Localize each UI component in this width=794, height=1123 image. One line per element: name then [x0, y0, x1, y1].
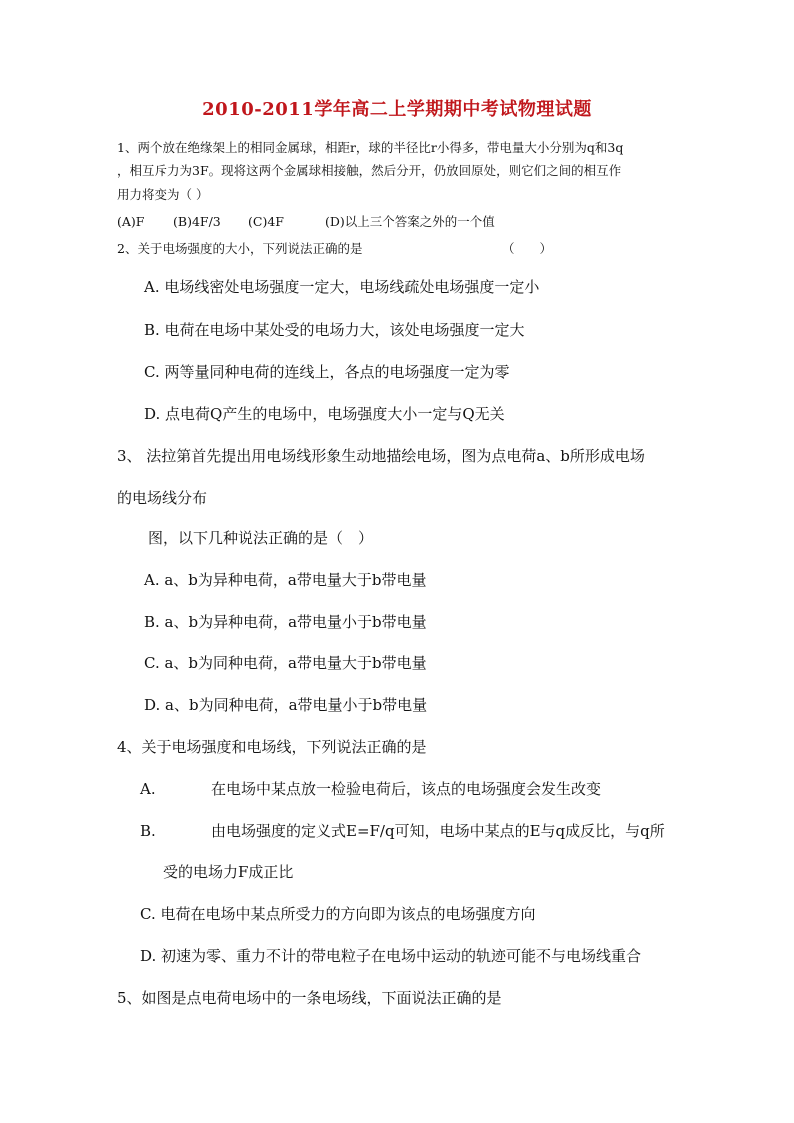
q4-option-c: C. 电荷在电场中某点所受力的方向即为该点的电场强度方向	[140, 905, 536, 923]
q4-option-d: D. 初速为零、重力不计的带电粒子在电场中运动的轨迹可能不与电场线重合	[140, 947, 642, 965]
q1-options	[117, 214, 495, 230]
q3-line-3: 图，以下几种说法正确的是（ ）	[148, 529, 374, 547]
q3-line-2: 的电场线分布	[117, 489, 208, 507]
exam-title: 2010-2011学年高二上学期期中考试物理试题	[202, 99, 592, 120]
q3-option-c: C. a、b为同种电荷，a带电量大于b带电量	[144, 654, 427, 672]
q3-option-d: D. a、b为同种电荷，a带电量小于b带电量	[144, 696, 428, 714]
q2-option-b: B. 电荷在电场中某处受的电场力大，该处电场强度一定大	[144, 321, 525, 339]
q1-option-c: (C)4F	[248, 214, 284, 229]
q4-stem: 4、关于电场强度和电场线，下列说法正确的是	[117, 738, 427, 756]
q1-line-1: 1、两个放在绝缘架上的相同金属球，相距r，球的半径比r小得多，带电量大小分别为q和3q	[117, 140, 624, 155]
q2-option-a: A. 电场线密处电场强度一定大，电场线疏处电场强度一定小	[144, 278, 540, 296]
q2-option-c: C. 两等量同种电荷的连线上，各点的电场强度一定为零	[144, 363, 510, 381]
q3-line-1: 3、 法拉第首先提出用电场线形象生动地描绘电场，图为点电荷a、b所形成电场	[117, 447, 645, 465]
q4-option-b-label: B.	[140, 822, 156, 840]
q1-option-d: (D)以上三个答案之外的一个值	[325, 214, 495, 229]
q1-line-3: 用力将变为（ ）	[117, 187, 209, 202]
q4-option-a-text: 在电场中某点放一检验电荷后，该点的电场强度会发生改变	[211, 780, 602, 798]
q4-option-a-label: A.	[140, 780, 156, 798]
q2-stem: 2、关于电场强度的大小，下列说法正确的是	[117, 241, 363, 256]
q4-option-b-continued: 受的电场力F成正比	[163, 863, 294, 881]
q3-option-a: A. a、b为异种电荷，a带电量大于b带电量	[144, 571, 427, 589]
q2-option-d: D. 点电荷Q产生的电场中，电场强度大小一定与Q无关	[144, 405, 505, 423]
q1-option-b: (B)4F/3	[173, 214, 221, 229]
q1-line-2: ，相互斥力为3F。现将这两个金属球相接触，然后分开，仍放回原处，则它们之间的相互作	[117, 163, 622, 178]
q3-option-b: B. a、b为异种电荷，a带电量小于b带电量	[144, 613, 427, 631]
q5-stem: 5、如图是点电荷电场中的一条电场线，下面说法正确的是	[117, 989, 502, 1007]
q1-option-a: (A)F	[117, 214, 145, 229]
q2-answer-blank: （ ）	[502, 241, 553, 256]
q4-option-b-text: 由电场强度的定义式E=F/q可知，电场中某点的E与q成反比，与q所	[211, 822, 665, 840]
